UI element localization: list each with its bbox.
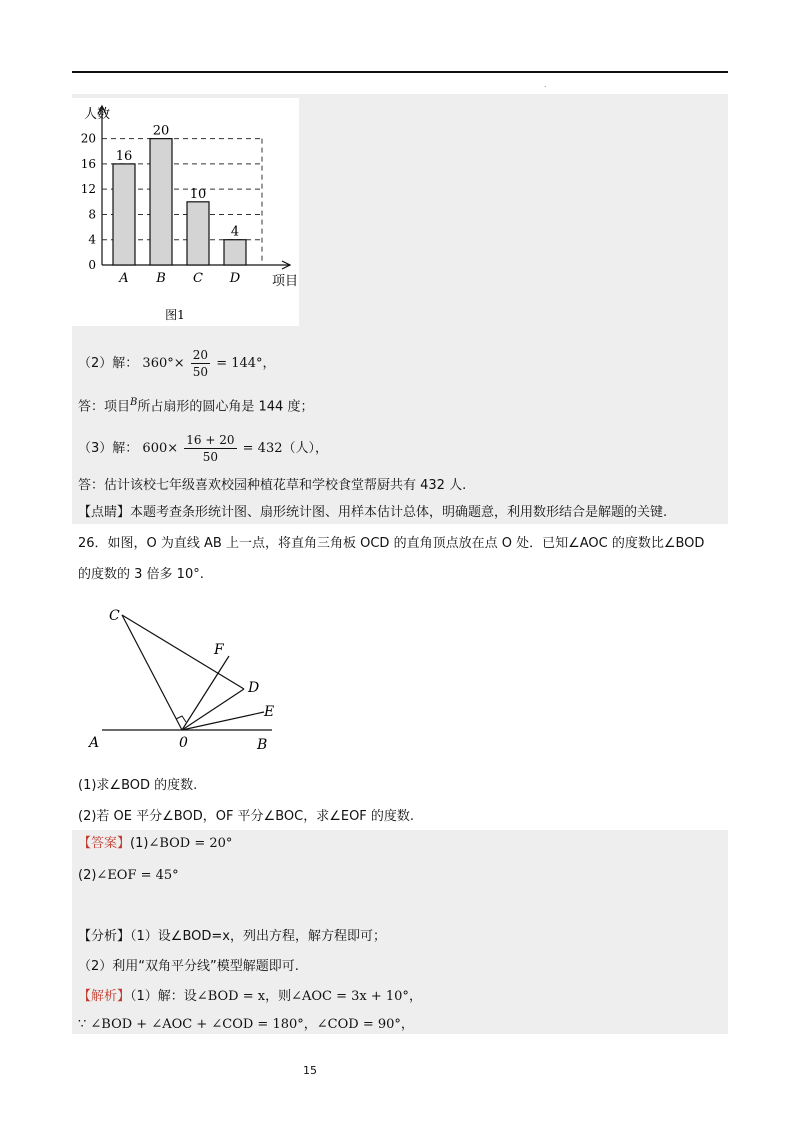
- solution-mid2: ，: [303, 1017, 317, 1032]
- bar-data-label: 10: [189, 186, 207, 202]
- part2-fraction: [191, 347, 210, 380]
- part2-lead: 360°×: [142, 356, 185, 371]
- solution-mid1: ，则: [265, 989, 292, 1004]
- y-tick-label: 0: [88, 258, 96, 272]
- part2-tail: = 144°，: [216, 356, 276, 371]
- bar-chart: [72, 98, 299, 326]
- part3-fraction: [184, 432, 236, 465]
- segment-OC: [122, 615, 182, 730]
- part3-tail: = 432（人），: [242, 441, 328, 456]
- figure-1: [72, 98, 299, 326]
- solution-math4: ∠COD = 90°: [316, 1017, 401, 1032]
- header-rule: [72, 71, 728, 73]
- answer-part2: [78, 393, 313, 417]
- answer2-prefix: (2): [78, 868, 97, 883]
- solution-part2: [78, 347, 276, 380]
- solution-end2: ，: [400, 1017, 414, 1032]
- answer1-math: ∠BOD = 20°: [148, 836, 233, 851]
- q26-line1: 26．如图，O 为直线 AB 上一点，将直角三角板 OCD 的直角顶点放在点 O 处．已知∠AOC 的度数比∠BOD: [78, 536, 705, 551]
- solution-prefix: （1）解：设: [130, 989, 197, 1004]
- solution-line2: [78, 1015, 414, 1035]
- bar: [187, 202, 209, 265]
- bar-data-label: 20: [152, 123, 170, 139]
- x-tick-label: A: [119, 271, 129, 286]
- y-axis-label: 人数: [84, 107, 111, 122]
- bar-data-label: 4: [230, 224, 240, 240]
- label-C: C: [109, 608, 120, 624]
- page-number: 15: [303, 1064, 317, 1077]
- label-D: D: [248, 680, 260, 696]
- comment-tag: 【点睛】: [78, 505, 131, 520]
- analysis-text1: （1）设∠BOD=x，列出方程，解方程即可；: [130, 929, 386, 944]
- x-tick-label: D: [229, 271, 241, 286]
- answer2-var: B: [130, 397, 138, 408]
- part3-numerator: 16 + 20: [186, 433, 235, 447]
- segment-OD: [182, 689, 244, 730]
- analysis-line2: （2）利用“双角平分线”模型解题即可.: [78, 959, 299, 974]
- analysis-tag: 【分析】: [78, 929, 131, 944]
- label-A: A: [89, 735, 100, 751]
- q26-sub1: (1)求∠BOD 的度数.: [78, 778, 198, 793]
- answer-line1: [78, 834, 232, 854]
- solution-part3: [78, 432, 328, 465]
- answer-tag: 【答案】: [78, 836, 131, 851]
- ray-OE: [182, 712, 264, 730]
- ray-OF: [182, 656, 229, 730]
- part2-numerator: 20: [192, 348, 209, 362]
- analysis-line1: [78, 927, 386, 947]
- solution-line1: [78, 987, 422, 1007]
- bar: [150, 139, 172, 265]
- answer2-tail: 所占扇形的圆心角是 144 度；: [137, 399, 314, 415]
- x-tick-label: B: [156, 271, 166, 286]
- label-E: E: [264, 704, 275, 720]
- geometry-figure: [80, 598, 300, 758]
- part2-prefix: （2）解：: [78, 356, 139, 371]
- label-B: B: [257, 737, 268, 753]
- label-O: 0: [179, 735, 188, 751]
- bar: [224, 240, 246, 265]
- answer1-prefix: (1): [130, 836, 149, 851]
- answer-line2: [78, 866, 179, 886]
- y-tick-label: 8: [88, 207, 96, 222]
- q26-sub2: (2)若 OE 平分∠BOD，OF 平分∠BOC，求∠EOF 的度数.: [78, 809, 415, 824]
- segment-CD: [122, 615, 244, 689]
- y-tick-label: 4: [88, 232, 96, 247]
- label-F: F: [214, 642, 224, 658]
- x-tick-label: C: [193, 271, 203, 286]
- part2-denominator: 50: [192, 365, 209, 379]
- y-tick-label: 16: [80, 156, 96, 171]
- comment-line: [78, 503, 667, 523]
- solution-math2: ∠AOC = 3x + 10°: [291, 989, 409, 1004]
- bar-data-label: 16: [115, 148, 133, 164]
- solution-math1: ∠BOD = x: [196, 989, 266, 1004]
- header-dot: .: [544, 80, 547, 89]
- part3-prefix: （3）解：: [78, 441, 139, 456]
- x-axis-label: 项目: [272, 274, 299, 289]
- y-tick-label: 20: [80, 131, 96, 146]
- bar: [113, 164, 135, 265]
- part3-lead: 600×: [142, 441, 179, 456]
- part3-denominator: 50: [202, 450, 219, 464]
- answer2-text: 答：项目: [78, 399, 131, 415]
- figure-caption: 图1: [165, 308, 185, 322]
- comment-text: 本题考查条形统计图、扇形统计图、用样本估计总体，明确题意，利用数形结合是解题的关键.: [130, 505, 668, 520]
- answer-part3: 答：估计该校七年级喜欢校园种植花草和学校食堂帮厨共有 432 人.: [78, 478, 467, 493]
- answer2-math: ∠EOF = 45°: [96, 868, 179, 883]
- solution-math3: ∵ ∠BOD + ∠AOC + ∠COD = 180°: [78, 1017, 304, 1032]
- solution-end1: ，: [408, 989, 422, 1004]
- y-tick-label: 12: [80, 182, 96, 197]
- q26-line2: 的度数的 3 倍多 10°.: [78, 567, 204, 582]
- solution-tag: 【解析】: [78, 989, 131, 1004]
